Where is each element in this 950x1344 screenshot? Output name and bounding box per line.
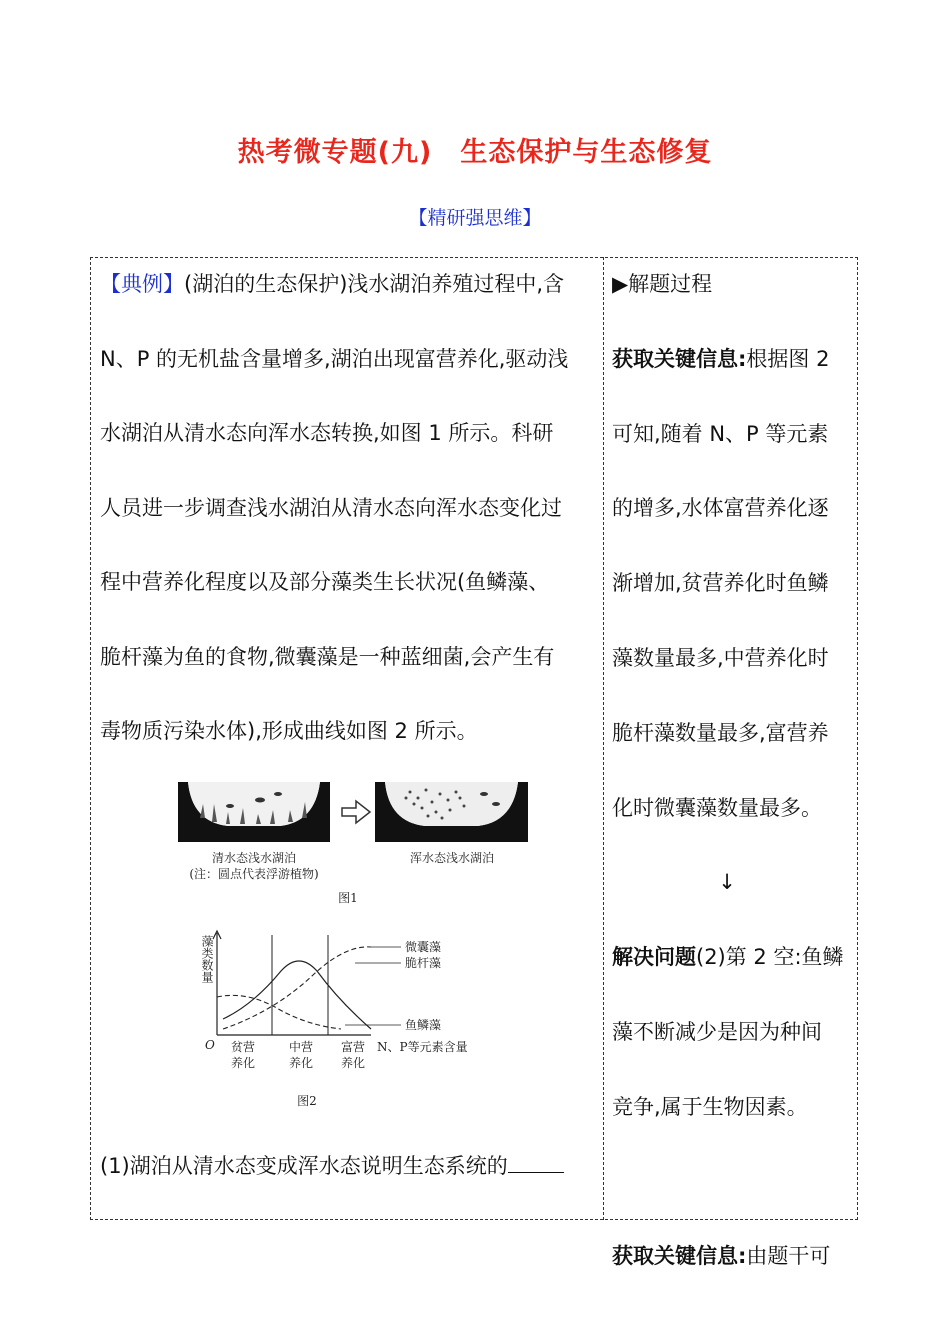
fig2-origin: O [205,1038,215,1052]
solution-line-3: 可知,随着 N、P 等元素 [612,421,829,446]
down-arrow-icon: ↓ [718,870,736,895]
fig1-label-turbid: 浑水态浅水湖泊 [409,851,495,865]
example-line-5: 程中营养化程度以及部分藻类生长状况(鱼鳞藻、 [100,570,550,594]
example-column [100,265,596,787]
fig1-note: (注：圆点代表浮游植物) [189,867,319,881]
solution-line-11: 藻不断减少是因为种间 [612,1019,822,1044]
curve-brittle-algae [223,961,371,1029]
fig2-region-1b: 养化 [231,1056,256,1070]
fig2-ylabel: 藻类数量 [200,935,214,983]
question-1: (1)湖泊从清水态变成浑水态说明生态系统的 [100,1150,596,1180]
example-line-7: 毒物质污染水体),形成曲线如图 2 所示。 [100,719,478,743]
fig1-caption: 图1 [338,891,358,905]
solution-line-8: 化时微囊藻数量最多。 [612,795,822,820]
curve-microcystis [223,947,371,1029]
legend-mallomonas: 鱼鳞藻 [405,1018,442,1032]
solution-line-5: 渐增加,贫营养化时鱼鳞 [612,571,829,596]
solution-line-2: 获取关键信息:根据图 2 [612,346,830,371]
fig2-region-3b: 养化 [341,1056,366,1070]
fig2-region-2b: 养化 [289,1056,314,1070]
fig2-xlabel: N、P等元素含量 [377,1040,468,1054]
solution-line-10: 解决问题(2)第 2 空:鱼鳞 [612,945,844,970]
solution-heading: ▶解题过程 [612,272,713,296]
fig2-region-1a: 贫营 [231,1040,256,1054]
solution-line-6: 藻数量最多,中营养化时 [612,645,829,670]
fig2-caption: 图2 [297,1094,317,1108]
fig2-region-3a: 富营 [341,1040,366,1054]
fig2-region-2a: 中营 [289,1040,314,1054]
solution-line-12: 竞争,属于生物因素。 [612,1094,808,1119]
example-line-4: 人员进一步调查浅水湖泊从清水态向浑水态变化过 [100,495,562,520]
fig1-label-clear: 清水态浅水湖泊 [211,851,297,865]
example-line-3: 水湖泊从清水态向浑水态转换,如图 1 所示。科研 [100,421,554,445]
solution-spacer [612,1163,852,1238]
solution-line-14: 获取关键信息:由题干可 [612,1244,831,1269]
solution-line-4: 的增多,水体富营养化逐 [612,496,829,521]
figure-1-lake-states [170,770,530,910]
example-line-1: 【典例】(湖泊的生态保护)浅水湖泊养殖过程中,含 [100,272,565,296]
answer-blank [508,1152,564,1173]
page-title: 热考微专题(九) 生态保护与生态修复 [237,137,713,168]
arrow-icon [342,801,370,823]
column-divider [603,257,604,1220]
example-line-2: N、P 的无机盐含量增多,湖泊出现富营养化,驱动浅 [100,346,569,371]
legend-microcystis: 微囊藻 [405,940,442,954]
solution-column [612,265,852,1312]
example-line-6: 脆杆藻为鱼的食物,微囊藻是一种蓝细菌,会产生有 [100,644,555,669]
solution-line-7: 脆杆藻数量最多,富营养 [612,720,829,745]
section-subtitle: 【精研强思维】 [408,207,542,229]
example-tag: 【典例】 [100,272,184,296]
legend-brittle: 脆杆藻 [405,956,442,970]
figure-2-algae-curves [195,925,505,1115]
